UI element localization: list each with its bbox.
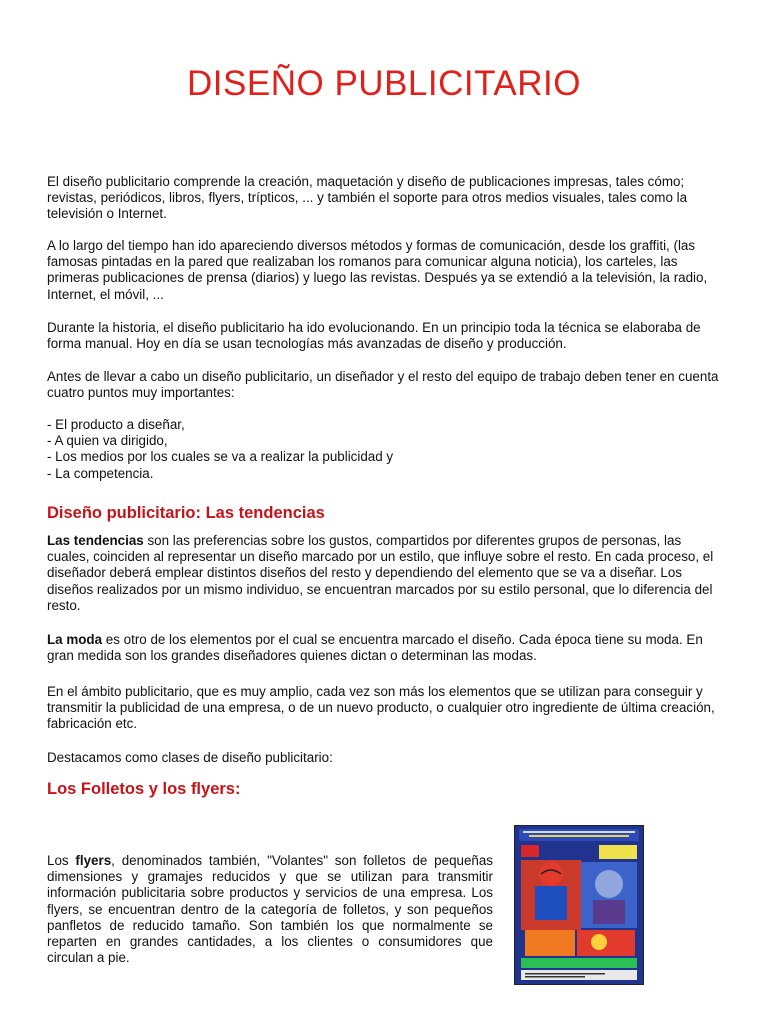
intro-paragraph-4: Antes de llevar a cabo un diseño publicitario, un diseñador y el resto del equipo de trabajo deben tener en cuenta cuatro puntos muy importantes:	[47, 369, 719, 401]
list-item: - A quien va dirigido,	[47, 433, 168, 449]
section-heading-folletos: Los Folletos y los flyers:	[47, 780, 241, 798]
bold-term: La moda	[47, 632, 103, 647]
list-item: - La competencia.	[47, 465, 154, 481]
bold-term: Las tendencias	[47, 533, 144, 548]
paragraph-text: es otro de los elementos por el cual se encuentra marcado el diseño. Cada época tiene su moda. En gran medida son los grandes diseñadores quienes dictan o determinan las modas.	[47, 632, 703, 664]
section-heading-tendencias: Diseño publicitario: Las tendencias	[47, 504, 325, 522]
bold-term: flyers	[75, 853, 112, 868]
list-item: - El producto a diseñar,	[47, 417, 185, 432]
destacamos-paragraph: Destacamos como clases de diseño publicitario:	[47, 750, 333, 765]
flyer-image	[514, 825, 644, 985]
ambito-paragraph: En el ámbito publicitario, que es muy amplio, cada vez son más los elementos que se utilizan para conseguir y transmitir la publicidad de una empresa, o de un nuevo producto, o cualquier otro ingrediente de última creación, fabricación etc.	[47, 684, 715, 732]
page-title: DISEÑO PUBLICITARIO	[187, 64, 581, 103]
intro-paragraph-3: Durante la historia, el diseño publicitario ha ido evolucionando. En un principio toda la técnica se elaboraba de forma manual. Hoy en día se usan tecnologías más avanzadas de diseño y producción.	[47, 320, 701, 352]
paragraph-text: Los	[47, 853, 76, 868]
intro-paragraph-1: El diseño publicitario comprende la creación, maquetación y diseño de publicaciones impresas, tales cómo; revistas, periódicos, libros, flyers, trípticos, ... y también el soporte para otros medios visuales, tales como la televisión o Internet.	[47, 174, 688, 222]
intro-paragraph-2: A lo largo del tiempo han ido apareciendo diversos métodos y formas de comunicación, desde los graffiti, (las famosas pintadas en la pared que realizaban los romanos para comunicar alguna noticia), los carteles, las primeras publicaciones de prensa (diarios) y luego las revistas. Después ya se extendió a la televisión, la radio, Internet, el móvil, ...	[47, 238, 708, 302]
paragraph-text: son las preferencias sobre los gustos, compartidos por diferentes grupos de personas, las cuales, coinciden al representar un diseño marcado por un estilo, que influye sobre el resto. En cada proceso, el diseñador deberá emplear distintos diseños del resto y dependiendo del elemento que se va a diseñar. Los diseños realizados por un mismo individuo, se encuentran marcados por su estilo personal, que lo diferencia del resto.	[47, 533, 714, 613]
paragraph-text: , denominados también, "Volantes" son folletos de pequeñas dimensiones y gramajes reducidos y que se utilizan para transmitir información publicitaria sobre productos y servicios de una empresa. Los flyers, se encuentran dentro de la categoría de folletos, y son pequeños panfletos de reducido tamaño. Son también los que normalmente se reparten en grandes cantidades, a los clientes o consumidores que circulan a pie.	[47, 853, 493, 966]
moda-paragraph	[47, 632, 721, 664]
tendencias-paragraph	[47, 533, 721, 614]
points-list	[47, 417, 393, 482]
comic-flyer-illustration	[515, 826, 643, 984]
list-item: - Los medios por los cuales se va a realizar la publicidad y	[47, 449, 394, 465]
flyers-paragraph	[47, 853, 493, 966]
